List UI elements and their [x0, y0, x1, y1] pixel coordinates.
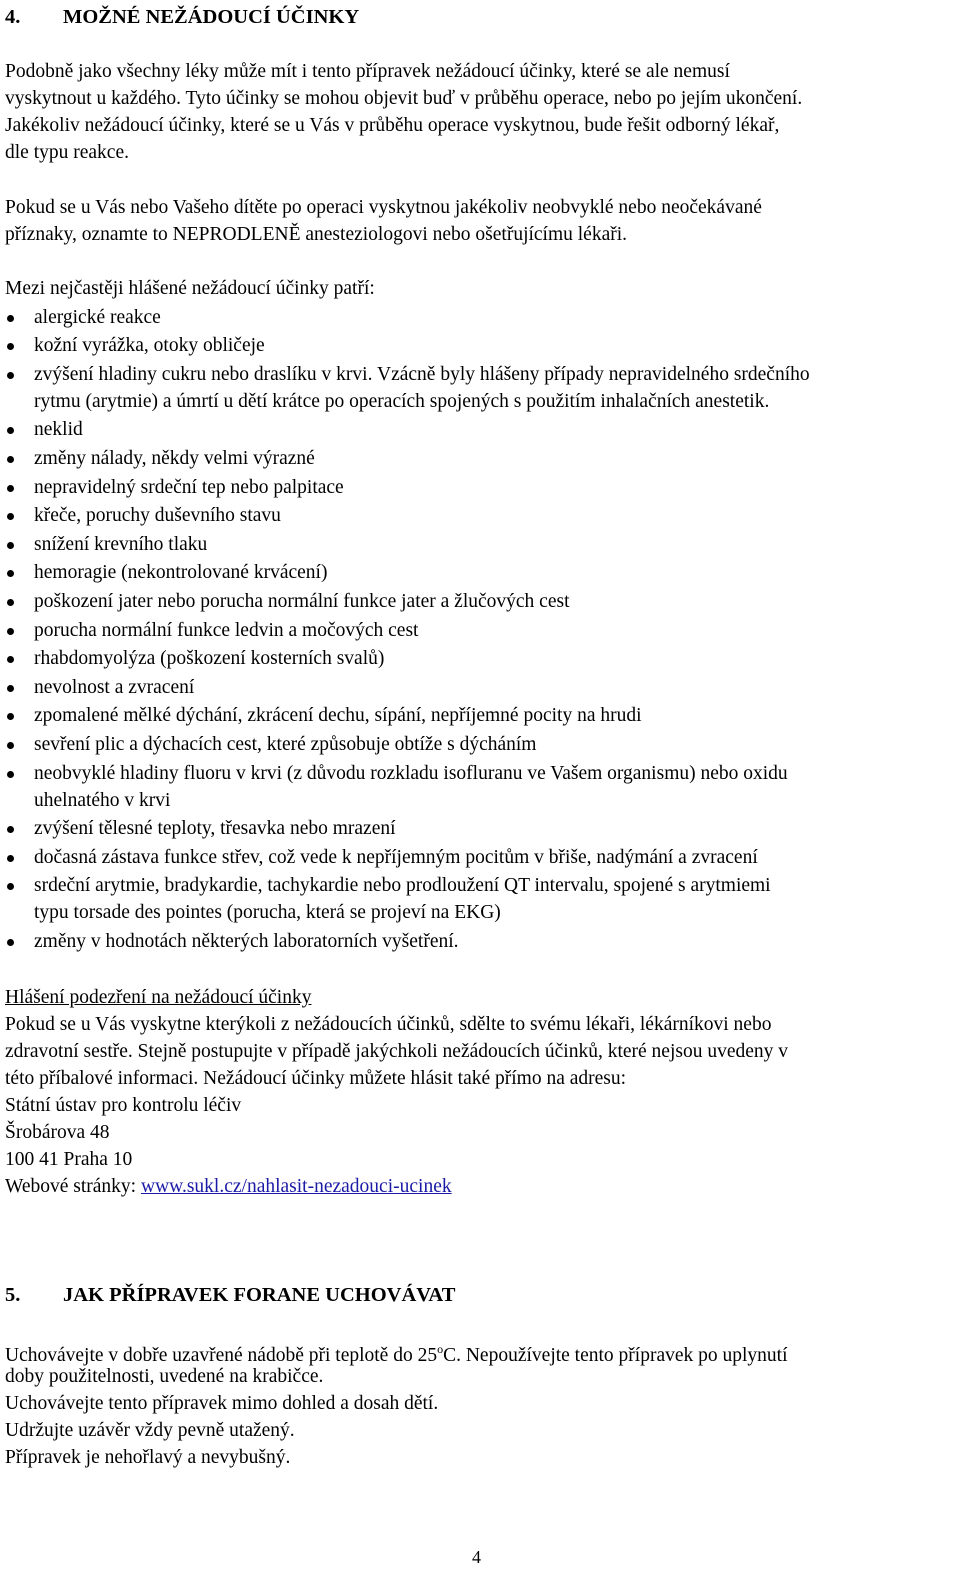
list-item: křeče, poruchy duševního stavu: [5, 502, 955, 529]
list-item: sevření plic a dýchacích cest, které způsobuje obtíže s dýcháním: [5, 731, 955, 758]
list-item: dočasná zástava funkce střev, což vede k nepříjemným pocitům v břiše, nadýmání a zvracení: [5, 844, 955, 871]
section-number: 5.: [5, 1284, 21, 1306]
text-line: zdravotní sestře. Stejně postupujte v případě jakýchkoli nežádoucích účinků, které nejsou uvedeny v: [5, 1041, 789, 1062]
list-item: rhabdomyolýza (poškození kosterních svalů): [5, 645, 955, 672]
list-item: alergické reakce: [5, 304, 955, 331]
text-line: Uchovávejte v dobře uzavřené nádobě při teplotě do 25$^o$C. Nepoužívejte tento přípravek po uplynutí: [5, 1342, 788, 1366]
text-line: Pokud se u Vás nebo Vašeho dítěte po operaci vyskytnou jakékoliv neobvyklé nebo neočekávané: [5, 197, 762, 218]
text-line: doby použitelnosti, uvedené na krabičce.: [5, 1366, 324, 1387]
address-line: 100 41 Praha 10: [5, 1149, 133, 1170]
text-line: Pokud se u Vás vyskytne kterýkoli z nežádoucích účinků, sdělte to svému lékaři, lékárníkovi nebo: [5, 1014, 772, 1035]
list-item: kožní vyrážka, otoky obličeje: [5, 332, 955, 359]
list-intro: Mezi nejčastěji hlášené nežádoucí účinky patří:: [5, 278, 375, 299]
list-item: neobvyklé hladiny fluoru v krvi (z důvodu rozkladu isofluranu ve Vašem organismu) nebo oxidu uhelnatého v krvi: [5, 760, 955, 814]
section-5-heading: [5, 1282, 455, 1308]
list-item: hemoragie (nekontrolované krvácení): [5, 559, 955, 586]
text-line: Jakékoliv nežádoucí účinky, které se u Vás v průběhu operace vyskytnou, bude řešit odborný lékař,: [5, 115, 780, 136]
side-effects-list: [5, 302, 955, 955]
text-line: této příbalové informaci. Nežádoucí účinky můžete hlásit také přímo na adresu:: [5, 1068, 627, 1089]
list-item: změny nálady, někdy velmi výrazné: [5, 445, 955, 472]
reporting-heading: Hlášení podezření na nežádoucí účinky: [5, 987, 312, 1008]
text-line: Uchovávejte tento přípravek mimo dohled a dosah dětí.: [5, 1393, 439, 1414]
section-number: 4.: [5, 6, 21, 28]
address-line: Šrobárova 48: [5, 1122, 110, 1143]
text-line: Podobně jako všechny léky může mít i tento přípravek nežádoucí účinky, které se ale nemusí: [5, 61, 730, 82]
text-line: dle typu reakce.: [5, 142, 129, 163]
page-number: 4: [472, 1547, 481, 1567]
list-item: nevolnost a zvracení: [5, 674, 955, 701]
intro-paragraph: [5, 58, 955, 166]
list-item: zpomalené mělké dýchání, zkrácení dechu, sípání, nepříjemné pocity na hrudi: [5, 702, 955, 729]
section-title: MOŽNÉ NEŽÁDOUCÍ ÚČINKY: [63, 6, 360, 28]
list-item: snížení krevního tlaku: [5, 531, 955, 558]
list-item: nepravidelný srdeční tep nebo palpitace: [5, 474, 955, 501]
list-item: zvýšení hladiny cukru nebo draslíku v krvi. Vzácně byly hlášeny případy nepravidelného srdečního rytmu (arytmie) a úmrtí u dětí krátce po operacích spojených s použitím inhalačních anestetik.: [5, 361, 955, 415]
list-item: zvýšení tělesné teploty, třesavka nebo mrazení: [5, 815, 955, 842]
text-line: Udržujte uzávěr vždy pevně utažený.: [5, 1420, 295, 1441]
list-item: neklid: [5, 416, 955, 443]
section-title: JAK PŘÍPRAVEK FORANE UCHOVÁVAT: [63, 1284, 456, 1306]
website-line: Webové stránky: www.sukl.cz/nahlasit-nezadouci-ucinek: [5, 1176, 452, 1197]
text-line: vyskytnout u každého. Tyto účinky se mohou objevit buď v průběhu operace, nebo po jejím ukončení.: [5, 88, 803, 109]
address-line: Státní ústav pro kontrolu léčiv: [5, 1095, 242, 1116]
storage-paragraph: [5, 1336, 955, 1471]
list-item: srdeční arytmie, bradykardie, tachykardie nebo prodloužení QT intervalu, spojené s arytmiemi typu torsade des pointes (porucha, která se projeví na EKG): [5, 872, 955, 926]
website-link[interactable]: www.sukl.cz/nahlasit-nezadouci-ucinek: [140, 1176, 452, 1197]
section-4-heading: [5, 4, 359, 30]
warning-paragraph: [5, 194, 955, 248]
list-item: porucha normální funkce ledvin a močových cest: [5, 617, 955, 644]
list-item: poškození jater nebo porucha normální funkce jater a žlučových cest: [5, 588, 955, 615]
text-line: příznaky, oznamte to NEPRODLENĚ anesteziologovi nebo ošetřujícímu lékaři.: [5, 224, 628, 245]
reporting-section: [5, 984, 955, 1200]
list-item: změny v hodnotách některých laboratorních vyšetření.: [5, 928, 955, 955]
text-line: Přípravek je nehořlavý a nevybušný.: [5, 1447, 291, 1468]
